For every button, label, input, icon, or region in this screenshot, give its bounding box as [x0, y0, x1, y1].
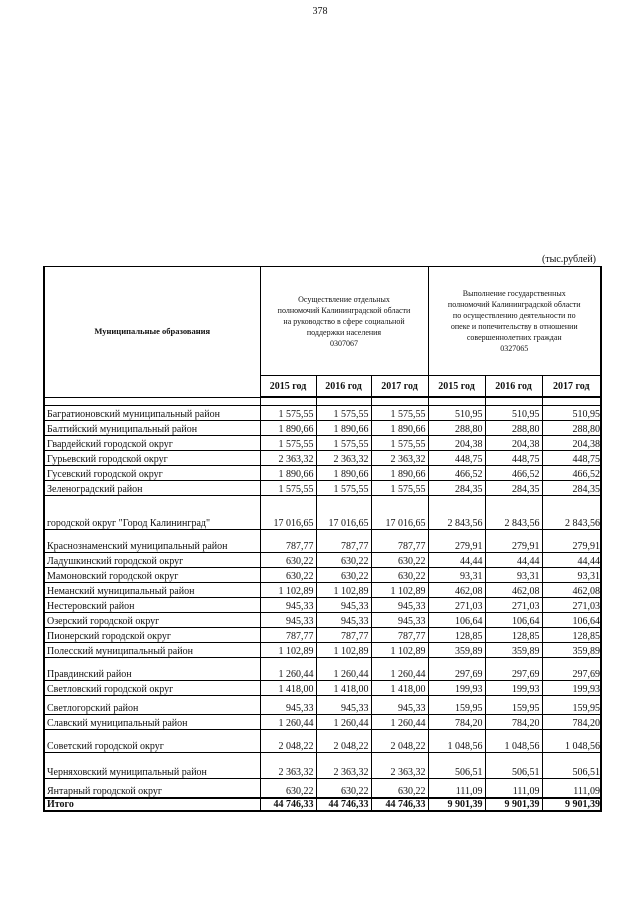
table-header	[44, 267, 601, 376]
value-cell: 1 102,89	[316, 643, 371, 658]
value-cell: 784,20	[485, 715, 542, 730]
value-cell: 159,95	[428, 696, 485, 715]
value-cell: 630,22	[371, 568, 428, 583]
value-cell: 17 016,65	[371, 496, 428, 530]
value-cell: 1 575,55	[260, 481, 316, 496]
value-cell: 271,03	[428, 598, 485, 613]
year-header: 2017 год	[542, 376, 601, 398]
total-label: Итого	[44, 798, 260, 811]
value-cell: 466,52	[485, 466, 542, 481]
table-row	[44, 681, 601, 696]
group1-line: Осуществление отдельных	[298, 294, 390, 304]
value-cell: 1 418,00	[316, 681, 371, 696]
value-cell: 288,80	[542, 421, 601, 436]
value-cell: 159,95	[542, 696, 601, 715]
value-cell: 2 048,22	[371, 730, 428, 753]
value-cell: 2 048,22	[260, 730, 316, 753]
table-row	[44, 553, 601, 568]
value-cell: 1 102,89	[260, 583, 316, 598]
table-row	[44, 730, 601, 753]
value-cell: 1 418,00	[260, 681, 316, 696]
value-cell: 1 575,55	[371, 406, 428, 421]
value-cell: 448,75	[428, 451, 485, 466]
total-value: 9 901,39	[485, 798, 542, 811]
municipality-name: Ладушкинский городской округ	[44, 553, 260, 568]
value-cell: 945,33	[316, 598, 371, 613]
year-header: 2016 год	[485, 376, 542, 398]
value-cell: 279,91	[428, 530, 485, 553]
value-cell: 2 843,56	[542, 496, 601, 530]
value-cell: 1 890,66	[371, 421, 428, 436]
table-row	[44, 481, 601, 496]
value-cell: 288,80	[428, 421, 485, 436]
value-cell: 448,75	[485, 451, 542, 466]
municipality-name: Черняховский муниципальный район	[44, 753, 260, 779]
total-value: 9 901,39	[542, 798, 601, 811]
group2-line: по осуществлению деятельности по	[452, 311, 576, 320]
value-cell: 787,77	[316, 628, 371, 643]
value-cell: 1 102,89	[260, 643, 316, 658]
value-cell: 44,44	[428, 553, 485, 568]
table-row	[44, 753, 601, 779]
value-cell: 630,22	[316, 553, 371, 568]
year-header: 2016 год	[316, 376, 371, 398]
group1-line: поддержки населения	[306, 327, 382, 337]
value-cell: 945,33	[316, 613, 371, 628]
value-cell: 1 260,44	[316, 715, 371, 730]
value-cell: 128,85	[542, 628, 601, 643]
table-row	[44, 658, 601, 681]
value-cell: 945,33	[260, 613, 316, 628]
total-row	[44, 798, 601, 811]
total-value: 44 746,33	[371, 798, 428, 811]
table-row	[44, 406, 601, 421]
value-cell: 284,35	[428, 481, 485, 496]
municipality-name: Пионерский городской округ	[44, 628, 260, 643]
year-header: 2015 год	[260, 376, 316, 398]
table-row	[44, 779, 601, 798]
municipality-name: городской округ "Город Калининград"	[44, 496, 260, 530]
value-cell: 2 843,56	[485, 496, 542, 530]
value-cell: 945,33	[371, 696, 428, 715]
table-row	[44, 628, 601, 643]
municipality-name: Неманский муниципальный район	[44, 583, 260, 598]
value-cell: 784,20	[428, 715, 485, 730]
group2-code: 0327065	[500, 344, 529, 353]
group1-code: 0307067	[330, 338, 358, 348]
value-cell: 506,51	[542, 753, 601, 779]
value-cell: 945,33	[260, 696, 316, 715]
value-cell: 1 048,56	[485, 730, 542, 753]
value-cell: 1 890,66	[260, 466, 316, 481]
table-row	[44, 696, 601, 715]
value-cell: 630,22	[260, 779, 316, 798]
value-cell: 111,09	[485, 779, 542, 798]
value-cell: 510,95	[542, 406, 601, 421]
value-cell: 945,33	[316, 696, 371, 715]
value-cell: 1 260,44	[260, 715, 316, 730]
value-cell: 506,51	[485, 753, 542, 779]
value-cell: 1 260,44	[316, 658, 371, 681]
total-value: 44 746,33	[316, 798, 371, 811]
column-group-guardianship	[428, 267, 601, 376]
group2-line: совершеннолетних граждан	[466, 333, 562, 342]
table-row	[44, 715, 601, 730]
value-cell: 199,93	[542, 681, 601, 696]
value-cell: 1 260,44	[371, 658, 428, 681]
value-cell: 17 016,65	[316, 496, 371, 530]
table-row	[44, 466, 601, 481]
value-cell: 359,89	[428, 643, 485, 658]
value-cell: 359,89	[485, 643, 542, 658]
column-header-municipal: Муниципальные образования	[44, 267, 260, 398]
value-cell: 1 260,44	[371, 715, 428, 730]
value-cell: 1 048,56	[542, 730, 601, 753]
value-cell: 199,93	[485, 681, 542, 696]
value-cell: 284,35	[485, 481, 542, 496]
value-cell: 787,77	[371, 628, 428, 643]
municipality-name: Балтийский муниципальный район	[44, 421, 260, 436]
value-cell: 466,52	[542, 466, 601, 481]
municipality-name: Правдинский район	[44, 658, 260, 681]
value-cell: 1 575,55	[260, 436, 316, 451]
value-cell: 2 843,56	[428, 496, 485, 530]
group1-line: на руководство в сфере социальной	[283, 316, 405, 326]
value-cell: 1 260,44	[260, 658, 316, 681]
value-cell: 93,31	[485, 568, 542, 583]
municipality-name: Краснознаменский муниципальный район	[44, 530, 260, 553]
value-cell: 787,77	[316, 530, 371, 553]
year-header: 2017 год	[371, 376, 428, 398]
municipality-name: Озерский городской округ	[44, 613, 260, 628]
value-cell: 204,38	[485, 436, 542, 451]
value-cell: 945,33	[371, 598, 428, 613]
value-cell: 1 048,56	[428, 730, 485, 753]
value-cell: 1 418,00	[371, 681, 428, 696]
value-cell: 466,52	[428, 466, 485, 481]
group2-line: опеке и попечительству в отношении	[450, 322, 578, 331]
value-cell: 2 363,32	[316, 753, 371, 779]
value-cell: 128,85	[428, 628, 485, 643]
table-row	[44, 421, 601, 436]
column-group-social-support	[260, 267, 428, 376]
value-cell: 111,09	[542, 779, 601, 798]
value-cell: 2 363,32	[371, 451, 428, 466]
value-cell: 1 575,55	[371, 481, 428, 496]
table-row	[44, 643, 601, 658]
value-cell: 787,77	[260, 530, 316, 553]
value-cell: 630,22	[260, 568, 316, 583]
total-value: 9 901,39	[428, 798, 485, 811]
value-cell: 2 363,32	[371, 753, 428, 779]
value-cell: 945,33	[371, 613, 428, 628]
municipality-name: Гвардейский городской округ	[44, 436, 260, 451]
value-cell: 111,09	[428, 779, 485, 798]
value-cell: 44,44	[542, 553, 601, 568]
value-cell: 462,08	[542, 583, 601, 598]
year-header: 2015 год	[428, 376, 485, 398]
value-cell: 945,33	[260, 598, 316, 613]
budget-table	[43, 266, 602, 812]
municipality-name: Светловский городской округ	[44, 681, 260, 696]
value-cell: 17 016,65	[260, 496, 316, 530]
value-cell: 1 102,89	[371, 583, 428, 598]
municipality-name: Светлогорский район	[44, 696, 260, 715]
municipality-name: Полесский муниципальный район	[44, 643, 260, 658]
value-cell: 288,80	[485, 421, 542, 436]
value-cell: 630,22	[371, 553, 428, 568]
value-cell: 1 575,55	[316, 481, 371, 496]
value-cell: 448,75	[542, 451, 601, 466]
group2-line: Выполнение государственных	[462, 289, 566, 298]
value-cell: 204,38	[428, 436, 485, 451]
value-cell: 106,64	[428, 613, 485, 628]
value-cell: 44,44	[485, 553, 542, 568]
value-cell: 510,95	[485, 406, 542, 421]
municipality-name: Нестеровский район	[44, 598, 260, 613]
value-cell: 1 890,66	[260, 421, 316, 436]
table-row	[44, 583, 601, 598]
value-cell: 1 890,66	[371, 466, 428, 481]
group2-line: полномочий Калининградской области	[447, 300, 581, 309]
value-cell: 630,22	[371, 779, 428, 798]
table-row	[44, 451, 601, 466]
value-cell: 1 575,55	[316, 406, 371, 421]
group1-line: полномочий Калининградской области	[277, 305, 411, 315]
value-cell: 204,38	[542, 436, 601, 451]
value-cell: 279,91	[485, 530, 542, 553]
table-body	[44, 406, 601, 798]
value-cell: 630,22	[316, 568, 371, 583]
value-cell: 462,08	[485, 583, 542, 598]
value-cell: 787,77	[260, 628, 316, 643]
value-cell: 93,31	[542, 568, 601, 583]
value-cell: 1 102,89	[371, 643, 428, 658]
table-row	[44, 496, 601, 530]
value-cell: 506,51	[428, 753, 485, 779]
municipality-name: Славский муниципальный район	[44, 715, 260, 730]
value-cell: 297,69	[542, 658, 601, 681]
value-cell: 128,85	[485, 628, 542, 643]
municipality-name: Мамоновский городской округ	[44, 568, 260, 583]
value-cell: 1 575,55	[316, 436, 371, 451]
value-cell: 1 575,55	[260, 406, 316, 421]
value-cell: 784,20	[542, 715, 601, 730]
municipality-name: Багратионовский муниципальный район	[44, 406, 260, 421]
page-number: 378	[312, 6, 328, 17]
value-cell: 297,69	[428, 658, 485, 681]
table-row	[44, 436, 601, 451]
total-value: 44 746,33	[260, 798, 316, 811]
value-cell: 297,69	[485, 658, 542, 681]
table-row	[44, 530, 601, 553]
value-cell: 271,03	[485, 598, 542, 613]
value-cell: 359,89	[542, 643, 601, 658]
value-cell: 159,95	[485, 696, 542, 715]
value-cell: 1 890,66	[316, 466, 371, 481]
municipality-name: Гусевский городской округ	[44, 466, 260, 481]
municipality-name: Янтарный городской округ	[44, 779, 260, 798]
value-cell: 462,08	[428, 583, 485, 598]
value-cell: 1 575,55	[371, 436, 428, 451]
unit-label: (тыс.рублей)	[541, 254, 596, 265]
value-cell: 2 363,32	[260, 451, 316, 466]
municipality-name: Гурьевский городской округ	[44, 451, 260, 466]
value-cell: 2 363,32	[316, 451, 371, 466]
value-cell: 787,77	[371, 530, 428, 553]
table-row	[44, 598, 601, 613]
value-cell: 1 102,89	[316, 583, 371, 598]
value-cell: 510,95	[428, 406, 485, 421]
value-cell: 106,64	[485, 613, 542, 628]
spacer-row	[44, 397, 601, 406]
value-cell: 2 363,32	[260, 753, 316, 779]
value-cell: 2 048,22	[316, 730, 371, 753]
value-cell: 199,93	[428, 681, 485, 696]
value-cell: 630,22	[316, 779, 371, 798]
value-cell: 271,03	[542, 598, 601, 613]
value-cell: 284,35	[542, 481, 601, 496]
table-row	[44, 568, 601, 583]
value-cell: 279,91	[542, 530, 601, 553]
value-cell: 106,64	[542, 613, 601, 628]
municipality-name: Зеленоградский район	[44, 481, 260, 496]
value-cell: 1 890,66	[316, 421, 371, 436]
value-cell: 630,22	[260, 553, 316, 568]
value-cell: 93,31	[428, 568, 485, 583]
municipality-name: Советский городской округ	[44, 730, 260, 753]
table-row	[44, 613, 601, 628]
